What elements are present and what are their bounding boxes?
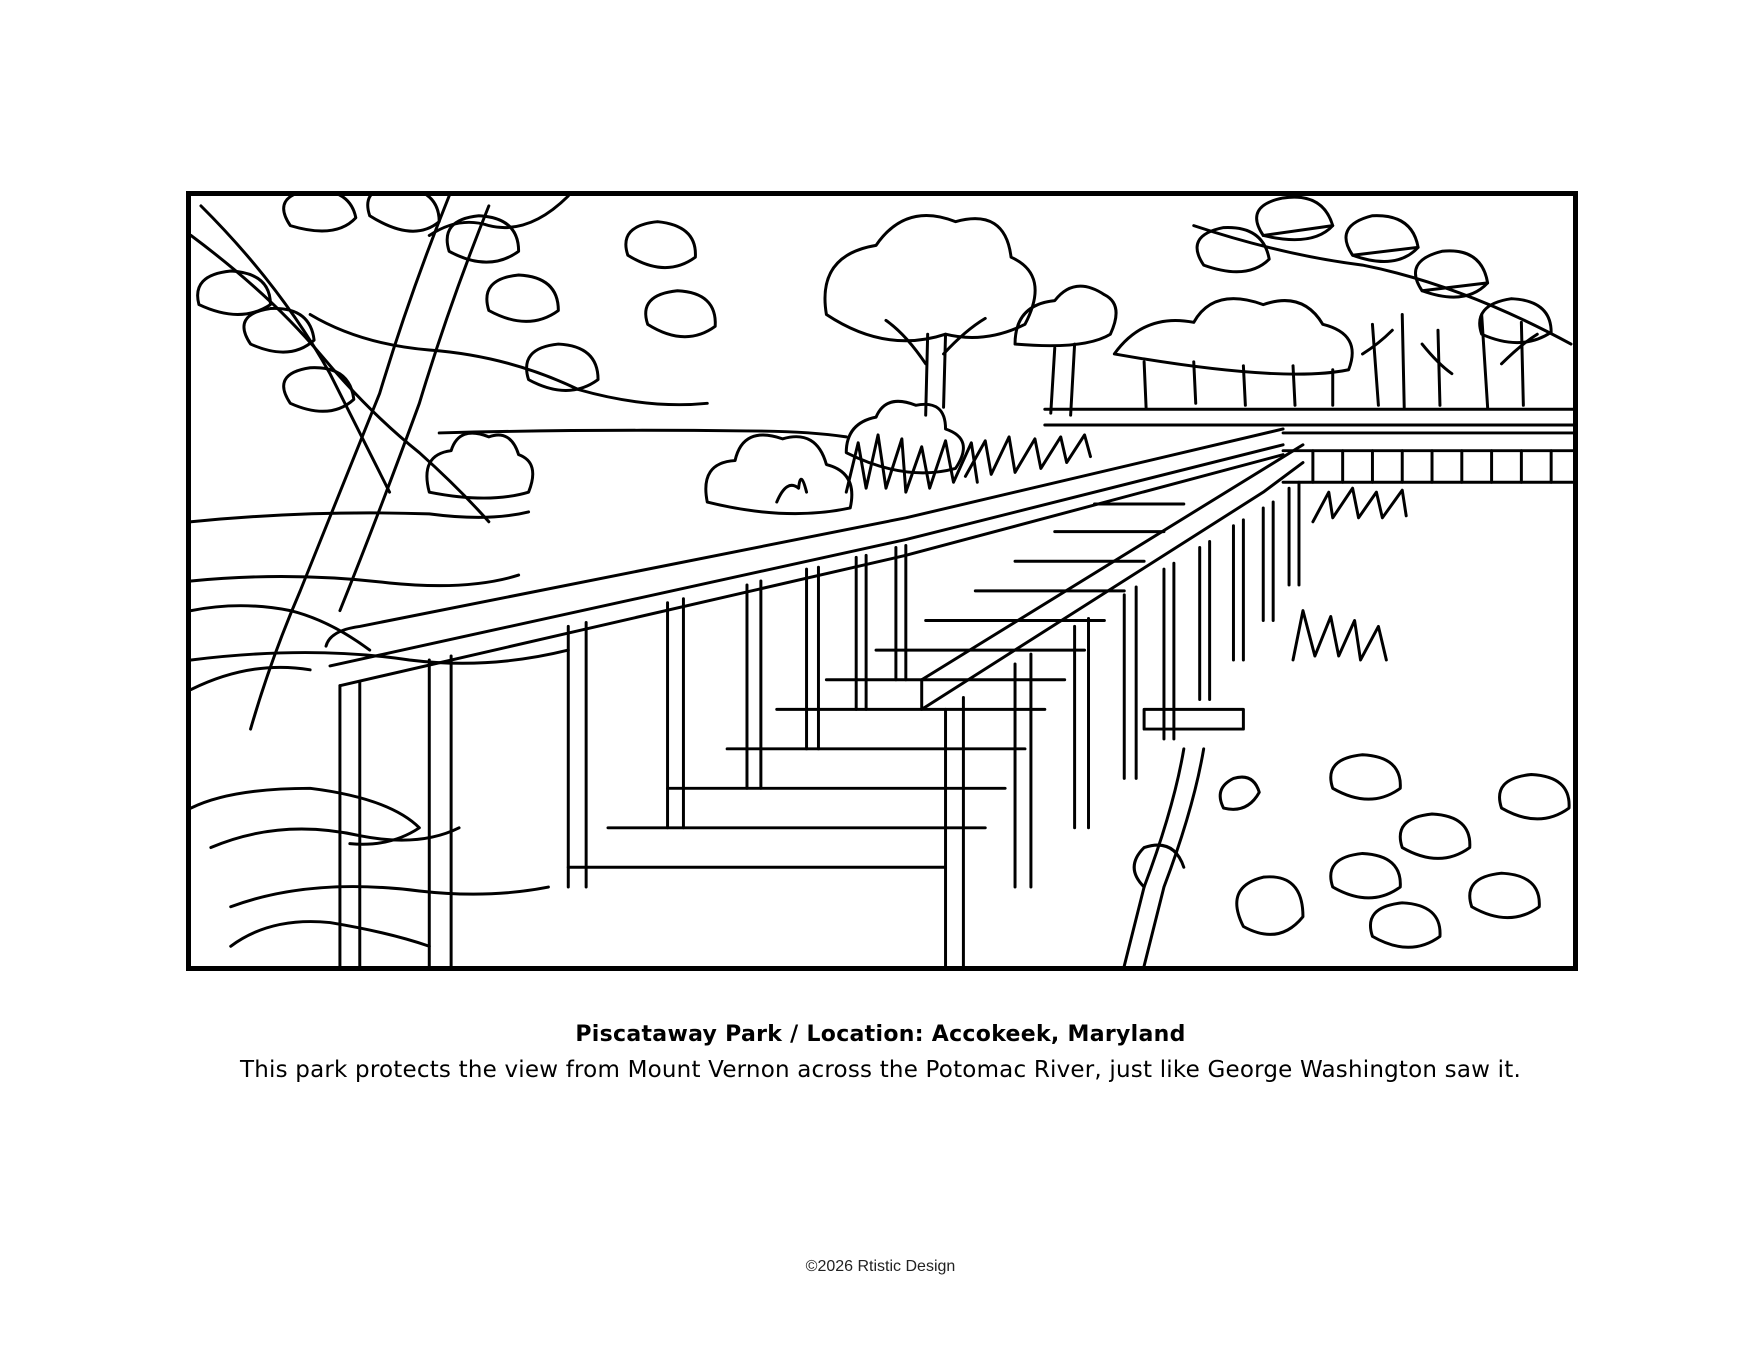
caption-description: This park protects the view from Mount Vernon across the Potomac River, just like George Washington saw it. [239, 1057, 1522, 1083]
coloring-illustration-frame [186, 191, 1578, 971]
copyright-footer: ©2026 Rtistic Design [805, 1258, 956, 1275]
boardwalk-river-scene-illustration [191, 196, 1573, 966]
caption-title: Piscataway Park / Location: Accokeek, Maryland [575, 1022, 1186, 1047]
